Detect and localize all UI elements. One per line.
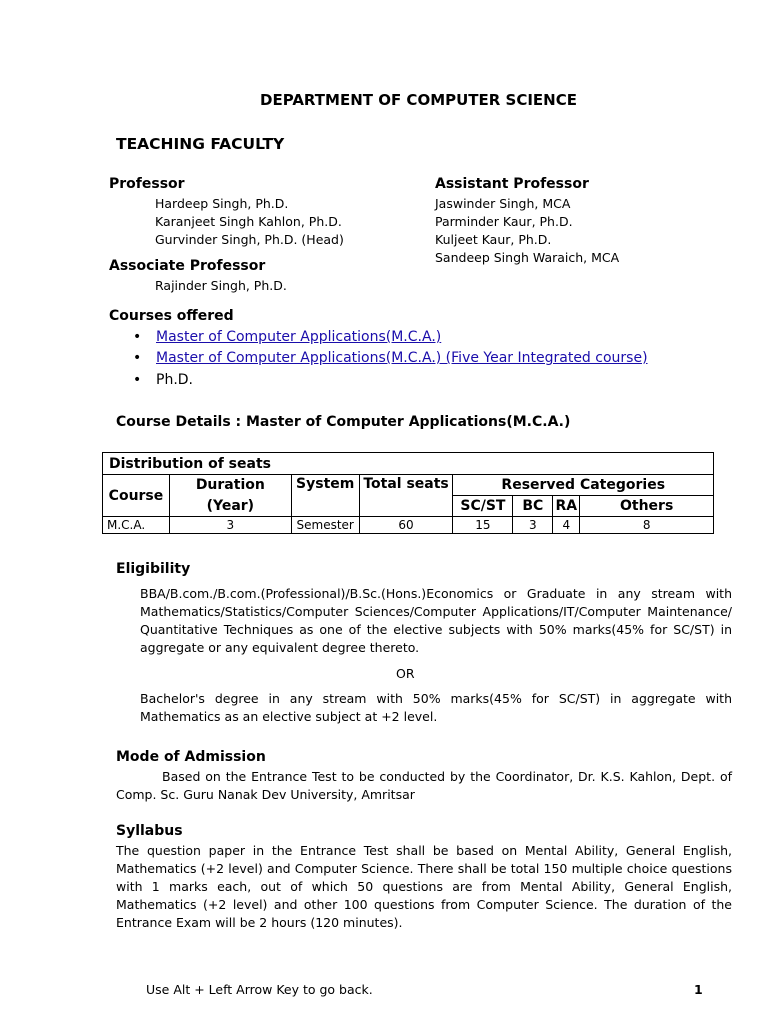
cell-system: Semester xyxy=(291,517,359,534)
course-details-heading: Course Details : Master of Computer Applications(M.C.A.) xyxy=(116,414,571,430)
courses-offered-heading: Courses offered xyxy=(109,308,234,324)
col-others: Others xyxy=(580,496,714,517)
col-scst: SC/ST xyxy=(453,496,513,517)
professor-name: Gurvinder Singh, Ph.D. (Head) xyxy=(155,232,344,247)
assistant-professor-name: Jaswinder Singh, MCA xyxy=(435,196,571,211)
admission-text: Based on the Entrance Test to be conducted by the Coordinator, Dr. K.S. Kahlon, Dept. of Comp. Sc. Guru Nanak Dev University, Amritsar xyxy=(116,769,732,802)
col-ra: RA xyxy=(553,496,580,517)
admission-heading: Mode of Admission xyxy=(116,749,266,765)
eligibility-or: OR xyxy=(396,666,415,681)
assistant-professor-name: Parminder Kaur, Ph.D. xyxy=(435,214,573,229)
cell-scst: 15 xyxy=(453,517,513,534)
cell-bc: 3 xyxy=(513,517,553,534)
eligibility-paragraph: BBA/B.com./B.com.(Professional)/B.Sc.(Hons.)Economics or Graduate in any stream with Mathematics/Statistics/Computer Sciences/Computer Applications/IT/Computer Maintenance/ Quantitative Techniques as one of the elective subjects with 50% marks(45% for SC/ST) in aggregate or any equivalent degree thereto. xyxy=(140,586,732,655)
course-link-mca[interactable]: Master of Computer Applications(M.C.A.) xyxy=(156,329,442,345)
associate-professor-heading: Associate Professor xyxy=(109,258,266,274)
professor-name: Karanjeet Singh Kahlon, Ph.D. xyxy=(155,214,342,229)
eligibility-heading: Eligibility xyxy=(116,561,191,577)
assistant-professor-name: Kuljeet Kaur, Ph.D. xyxy=(435,232,552,247)
course-link-mca-integrated[interactable]: Master of Computer Applications(M.C.A.) (Five Year Integrated course) xyxy=(156,350,648,366)
cell-total-seats: 60 xyxy=(359,517,453,534)
col-bc: BC xyxy=(513,496,553,517)
col-reserved-categories: Reserved Categories xyxy=(453,475,714,496)
cell-duration: 3 xyxy=(169,517,291,534)
teaching-faculty-heading: TEACHING FACULTY xyxy=(116,135,285,153)
page-number: 1 xyxy=(694,982,703,997)
professor-heading: Professor xyxy=(109,176,185,192)
table-row xyxy=(103,517,714,534)
distribution-header: Distribution of seats xyxy=(103,453,714,475)
assistant-professor-heading: Assistant Professor xyxy=(435,176,589,192)
associate-professor-name: Rajinder Singh, Ph.D. xyxy=(155,278,287,293)
professor-name: Hardeep Singh, Ph.D. xyxy=(155,196,289,211)
col-system: System xyxy=(291,475,359,517)
seat-distribution-table xyxy=(102,452,714,534)
course-phd: Ph.D. xyxy=(156,372,193,388)
col-course: Course xyxy=(103,475,170,517)
col-total-seats: Total seats xyxy=(359,475,453,517)
cell-course: M.C.A. xyxy=(103,517,170,534)
assistant-professor-name: Sandeep Singh Waraich, MCA xyxy=(435,250,620,265)
col-duration: Duration xyxy=(169,475,291,496)
footer-hint: Use Alt + Left Arrow Key to go back. xyxy=(146,982,373,997)
bullet-icon: • xyxy=(133,329,142,345)
bullet-icon: • xyxy=(133,372,142,388)
bullet-icon: • xyxy=(133,350,142,366)
syllabus-heading: Syllabus xyxy=(116,823,183,839)
col-duration-unit: (Year) xyxy=(169,496,291,517)
cell-ra: 4 xyxy=(553,517,580,534)
page-title: DEPARTMENT OF COMPUTER SCIENCE xyxy=(260,91,577,109)
cell-others: 8 xyxy=(580,517,714,534)
syllabus-text: The question paper in the Entrance Test shall be based on Mental Ability, General English, Mathematics (+2 level) and Computer Science. There shall be total 150 multiple choice questions with 1 marks each, out of which 50 questions are from Mental Ability, General English, Mathematics (+2 level) and other 100 questions from Computer Science. The duration of the Entrance Exam will be 2 hours (120 minutes). xyxy=(116,843,732,930)
eligibility-paragraph: Bachelor's degree in any stream with 50% marks(45% for SC/ST) in aggregate with Mathematics as an elective subject at +2 level. xyxy=(140,691,732,724)
